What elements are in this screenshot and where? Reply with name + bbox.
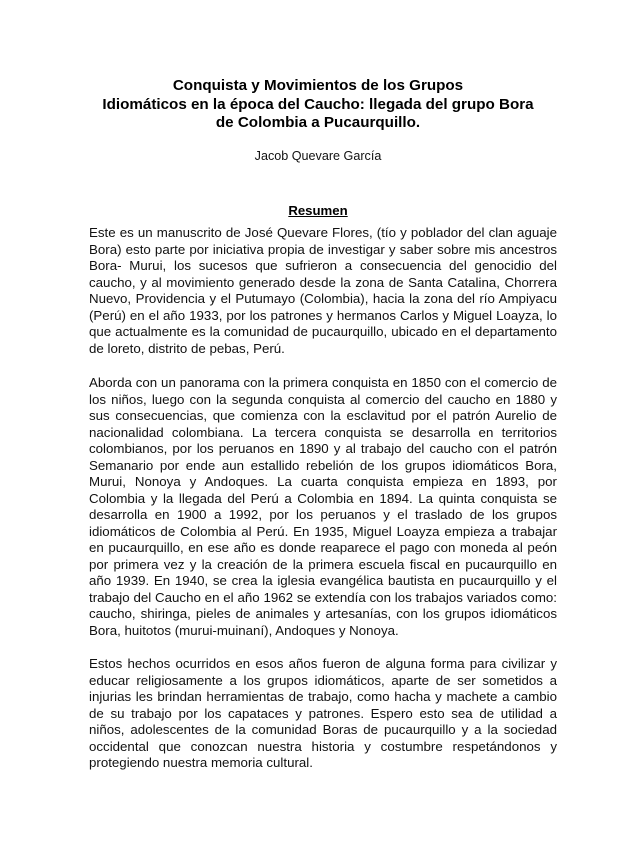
author-name: Jacob Quevare García — [254, 149, 382, 163]
section-heading-resumen: Resumen — [288, 203, 348, 218]
abstract-paragraph-2: Aborda con un panorama con la primera conquista en 1850 con el comercio de los niños, luego con la segunda conquista al comercio del caucho en 1880 y sus consecuencias, que comienza con la esclavitud por el patrón Aurelio de nacionalidad colombiana. La tercera conquista se desarrolla en territorios colombianos, por los peruanos en 1890 y al trabajo del caucho con el patrón Semanario por ende aun estallido rebelión de los grupos idiomáticos Bora, Murui, Nonoya y Andoques. La cuarta conquista empieza en 1893, por Colombia y la llegada del Perú a Colombia en 1894. La quinta conquista se desarrolla en 1900 a 1992, por los peruanos y el traslado de los grupos idiomáticos de Colombia al Perú. En 1935, Miguel Loayza empieza a trabajar en pucaurquillo, en ese año es donde reaparece el pago con moneda al peón por primera vez y la creación de la primera escuela fiscal en pucaurquillo en año 1939. En 1940, se crea la iglesia evangélica bautista en pucaurquillo y el trabajo del Caucho en el año 1962 se extendía con los trabajos variados como: caucho, shiringa, pieles de animales y artesanías, con los grupos idiomáticos Bora, huitotos (murui-muinaní), Andoques y Nonoya. — [89, 375, 557, 638]
document-title — [60, 77, 576, 133]
abstract-paragraph-3: Estos hechos ocurridos en esos años fueron de alguna forma para civilizar y educar religiosamente a los grupos idiomáticos, aparte de ser sometidos a injurias les brindan herramientas de trabajo, como hacha y machete a cambio de su trabajo por los capataces y patrones. Espero esto sea de utilidad a niños, adolescentes de la comunidad Boras de pucaurquillo y a la sociedad occidental que conozcan nuestra historia y costumbre respetándonos y protegiendo nuestra memoria cultural. — [89, 656, 557, 770]
title-line-3: de Colombia a Pucaurquillo. — [215, 114, 421, 131]
title-line-2: Idiomáticos en la época del Caucho: llegada del grupo Bora — [102, 95, 534, 113]
title-line-1: Conquista y Movimientos de los Grupos — [172, 77, 464, 94]
abstract-paragraph-1: Este es un manuscrito de José Quevare Flores, (tío y poblador del clan aguaje Bora) esto parte por iniciativa propia de investigar y saber sobre mis ancestros Bora- Murui, los sucesos que sufrieron a consecuencia del genocidio del caucho, y al movimiento generado desde la zona de Santa Catalina, Chorrera Nuevo, Providencia y el Putumayo (Colombia), hacia la zona del río Ampiyacu (Perú) en el año 1933, por los patrones y hermanos Carlos y Miguel Loayza, lo que actualmente es la comunidad de pucaurquillo, ubicado en el departamento de loreto, distrito de pebas, Perú. — [89, 225, 557, 356]
